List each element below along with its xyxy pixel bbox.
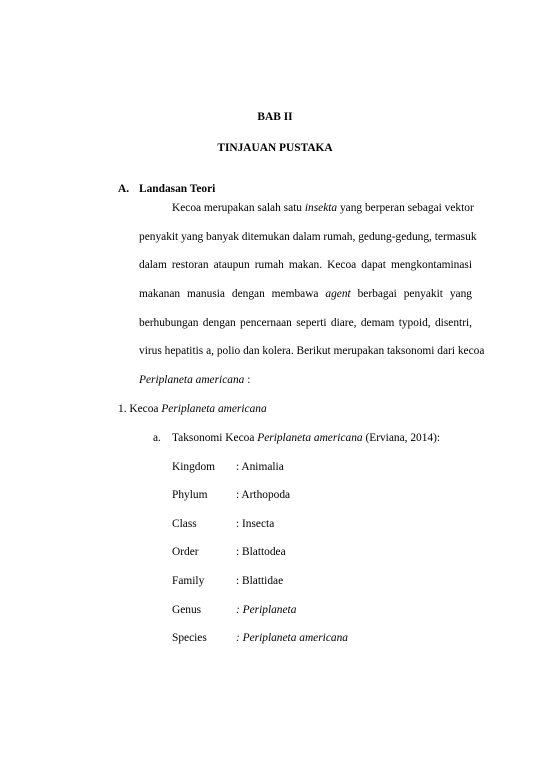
subheading: 1. Kecoa Periplaneta americana (118, 403, 267, 415)
taxonomy-value: : Blattodea (236, 546, 286, 558)
taxonomy-rank: Family (172, 575, 205, 587)
taxonomy-rank: Species (172, 632, 207, 644)
taxonomy-rank: Kingdom (172, 461, 216, 473)
taxonomy-rank: Phylum (172, 489, 208, 501)
taxonomy-value: : Periplaneta (236, 604, 297, 616)
taxonomy-value: : Arthopoda (236, 489, 291, 501)
paragraph-line: penyakit yang banyak ditemukan dalam rumah, gedung-gedung, termasuk (139, 231, 477, 243)
chapter-number: BAB II (257, 111, 293, 123)
taxonomy-value: : Insecta (236, 518, 275, 530)
taxonomy-rank: Order (172, 546, 199, 558)
paragraph-line: dalam restoran ataupun rumah makan. Kecoa dapat mengkontaminasi (139, 259, 472, 271)
section-label: A. (118, 183, 130, 195)
chapter-title: TINJAUAN PUSTAKA (217, 142, 333, 154)
taxonomy-value: : Periplaneta americana (236, 632, 348, 644)
taxonomy-rank: Class (172, 518, 197, 530)
item-text: Taksonomi Kecoa Periplaneta americana (Erviana, 2014): (172, 432, 441, 444)
paragraph-line: virus hepatitis a, polio dan kolera. Berikut merupakan taksonomi dari kecoa (139, 345, 485, 357)
section-title: Landasan Teori (139, 183, 216, 195)
taxonomy-value: : Animalia (236, 461, 284, 473)
paragraph-line: Periplaneta americana : (139, 374, 251, 386)
paragraph-line: berhubungan dengan pencernaan seperti diare, demam typoid, disentri, (139, 317, 472, 329)
paragraph-line: makanan manusia dengan membawa agent berbagai penyakit yang (139, 288, 472, 300)
taxonomy-value: : Blattidae (236, 575, 284, 587)
taxonomy-rank: Genus (172, 604, 202, 616)
paragraph-line: Kecoa merupakan salah satu insekta yang berperan sebagai vektor (172, 202, 474, 214)
item-label: a. (153, 432, 161, 444)
